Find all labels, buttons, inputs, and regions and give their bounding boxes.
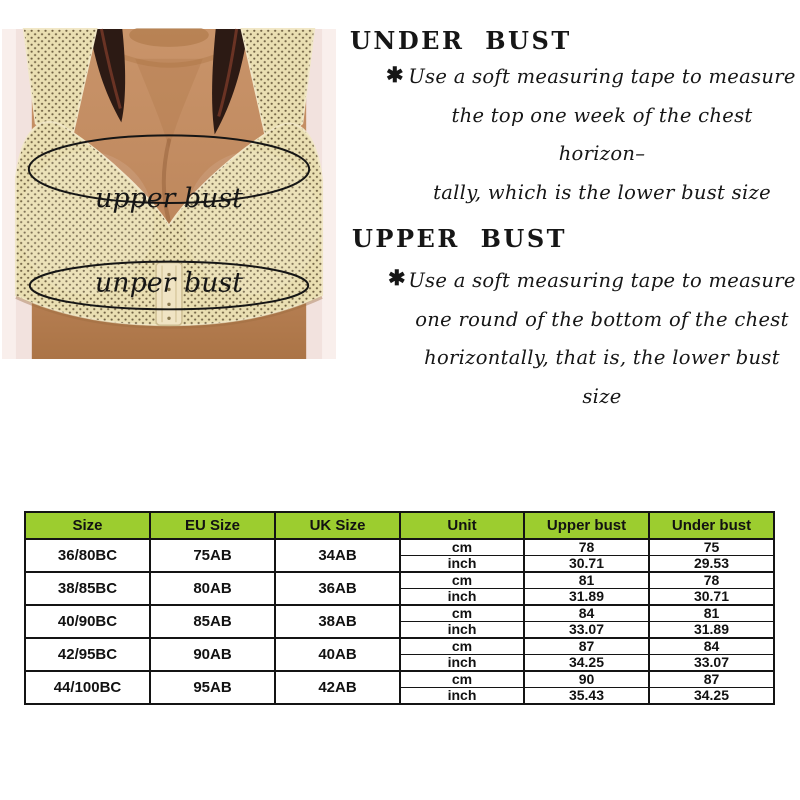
unit-cell: cm [400, 605, 524, 622]
instruction-line: horizontally, that is, the lower bust size [424, 346, 780, 408]
bra-photo-illustration [2, 28, 336, 360]
size-chart-table [24, 511, 775, 705]
under-bust-value: 84 [649, 638, 774, 655]
table-row [25, 605, 774, 622]
unit-cell: inch [400, 688, 524, 705]
under-bust-heading: UNDER BUST [350, 26, 572, 55]
under-bust-value: 34.25 [649, 688, 774, 705]
bra-photo [2, 28, 336, 360]
upper-bust-value: 81 [524, 572, 649, 589]
under-bust-value: 81 [649, 605, 774, 622]
upper-bust-label: upper bust [95, 182, 243, 214]
instruction-line: tally, which is the lower bust size [433, 180, 771, 204]
uk-size-cell: 36AB [275, 572, 400, 605]
unit-cell: inch [400, 589, 524, 606]
col-header-upper-bust: Upper bust [524, 512, 649, 539]
eu-size-cell: 80AB [150, 572, 275, 605]
instruction-line: one round of the bottom of the chest [415, 307, 789, 331]
under-bust-value: 75 [649, 539, 774, 556]
under-bust-value: 78 [649, 572, 774, 589]
table-row [25, 671, 774, 688]
upper-bust-value: 34.25 [524, 655, 649, 672]
upper-bust-value: 78 [524, 539, 649, 556]
unit-cell: cm [400, 638, 524, 655]
col-header-size: Size [25, 512, 150, 539]
upper-bust-value: 30.71 [524, 556, 649, 573]
under-bust-label: unper bust [95, 267, 243, 299]
uk-size-cell: 42AB [275, 671, 400, 704]
upper-bust-heading: UPPER BUST [352, 224, 568, 253]
col-header-uk-size: UK Size [275, 512, 400, 539]
table-header-row [25, 512, 774, 539]
under-bust-value: 31.89 [649, 622, 774, 639]
instruction-line: Use a soft measuring tape to measure [408, 269, 796, 292]
upper-bust-value: 33.07 [524, 622, 649, 639]
under-bust-value: 29.53 [649, 556, 774, 573]
size-cell: 36/80BC [25, 539, 150, 572]
uk-size-cell: 38AB [275, 605, 400, 638]
size-cell: 42/95BC [25, 638, 150, 671]
instruction-line: the top one week of the chest horizon– [451, 103, 753, 166]
upper-bust-value: 87 [524, 638, 649, 655]
eu-size-cell: 90AB [150, 638, 275, 671]
upper-bust-value: 84 [524, 605, 649, 622]
instruction-line: Use a soft measuring tape to measure [408, 65, 796, 88]
under-bust-instructions [406, 58, 798, 212]
size-cell: 44/100BC [25, 671, 150, 704]
unit-cell: inch [400, 655, 524, 672]
eu-size-cell: 95AB [150, 671, 275, 704]
size-cell: 40/90BC [25, 605, 150, 638]
unit-cell: cm [400, 671, 524, 688]
under-bust-value: 87 [649, 671, 774, 688]
under-bust-value: 30.71 [649, 589, 774, 606]
col-header-eu-size: EU Size [150, 512, 275, 539]
eu-size-cell: 85AB [150, 605, 275, 638]
table-row [25, 572, 774, 589]
table-row [25, 638, 774, 655]
upper-bust-instructions [406, 262, 798, 416]
col-header-unit: Unit [400, 512, 524, 539]
unit-cell: cm [400, 539, 524, 556]
size-cell: 38/85BC [25, 572, 150, 605]
asterisk-bullet: ✱ [388, 267, 406, 290]
uk-size-cell: 34AB [275, 539, 400, 572]
table-row [25, 539, 774, 556]
col-header-under-bust: Under bust [649, 512, 774, 539]
eu-size-cell: 75AB [150, 539, 275, 572]
under-bust-value: 33.07 [649, 655, 774, 672]
unit-cell: cm [400, 572, 524, 589]
upper-bust-value: 90 [524, 671, 649, 688]
asterisk-bullet: ✱ [386, 64, 404, 87]
uk-size-cell: 40AB [275, 638, 400, 671]
upper-bust-value: 35.43 [524, 688, 649, 705]
upper-bust-value: 31.89 [524, 589, 649, 606]
unit-cell: inch [400, 622, 524, 639]
unit-cell: inch [400, 556, 524, 573]
